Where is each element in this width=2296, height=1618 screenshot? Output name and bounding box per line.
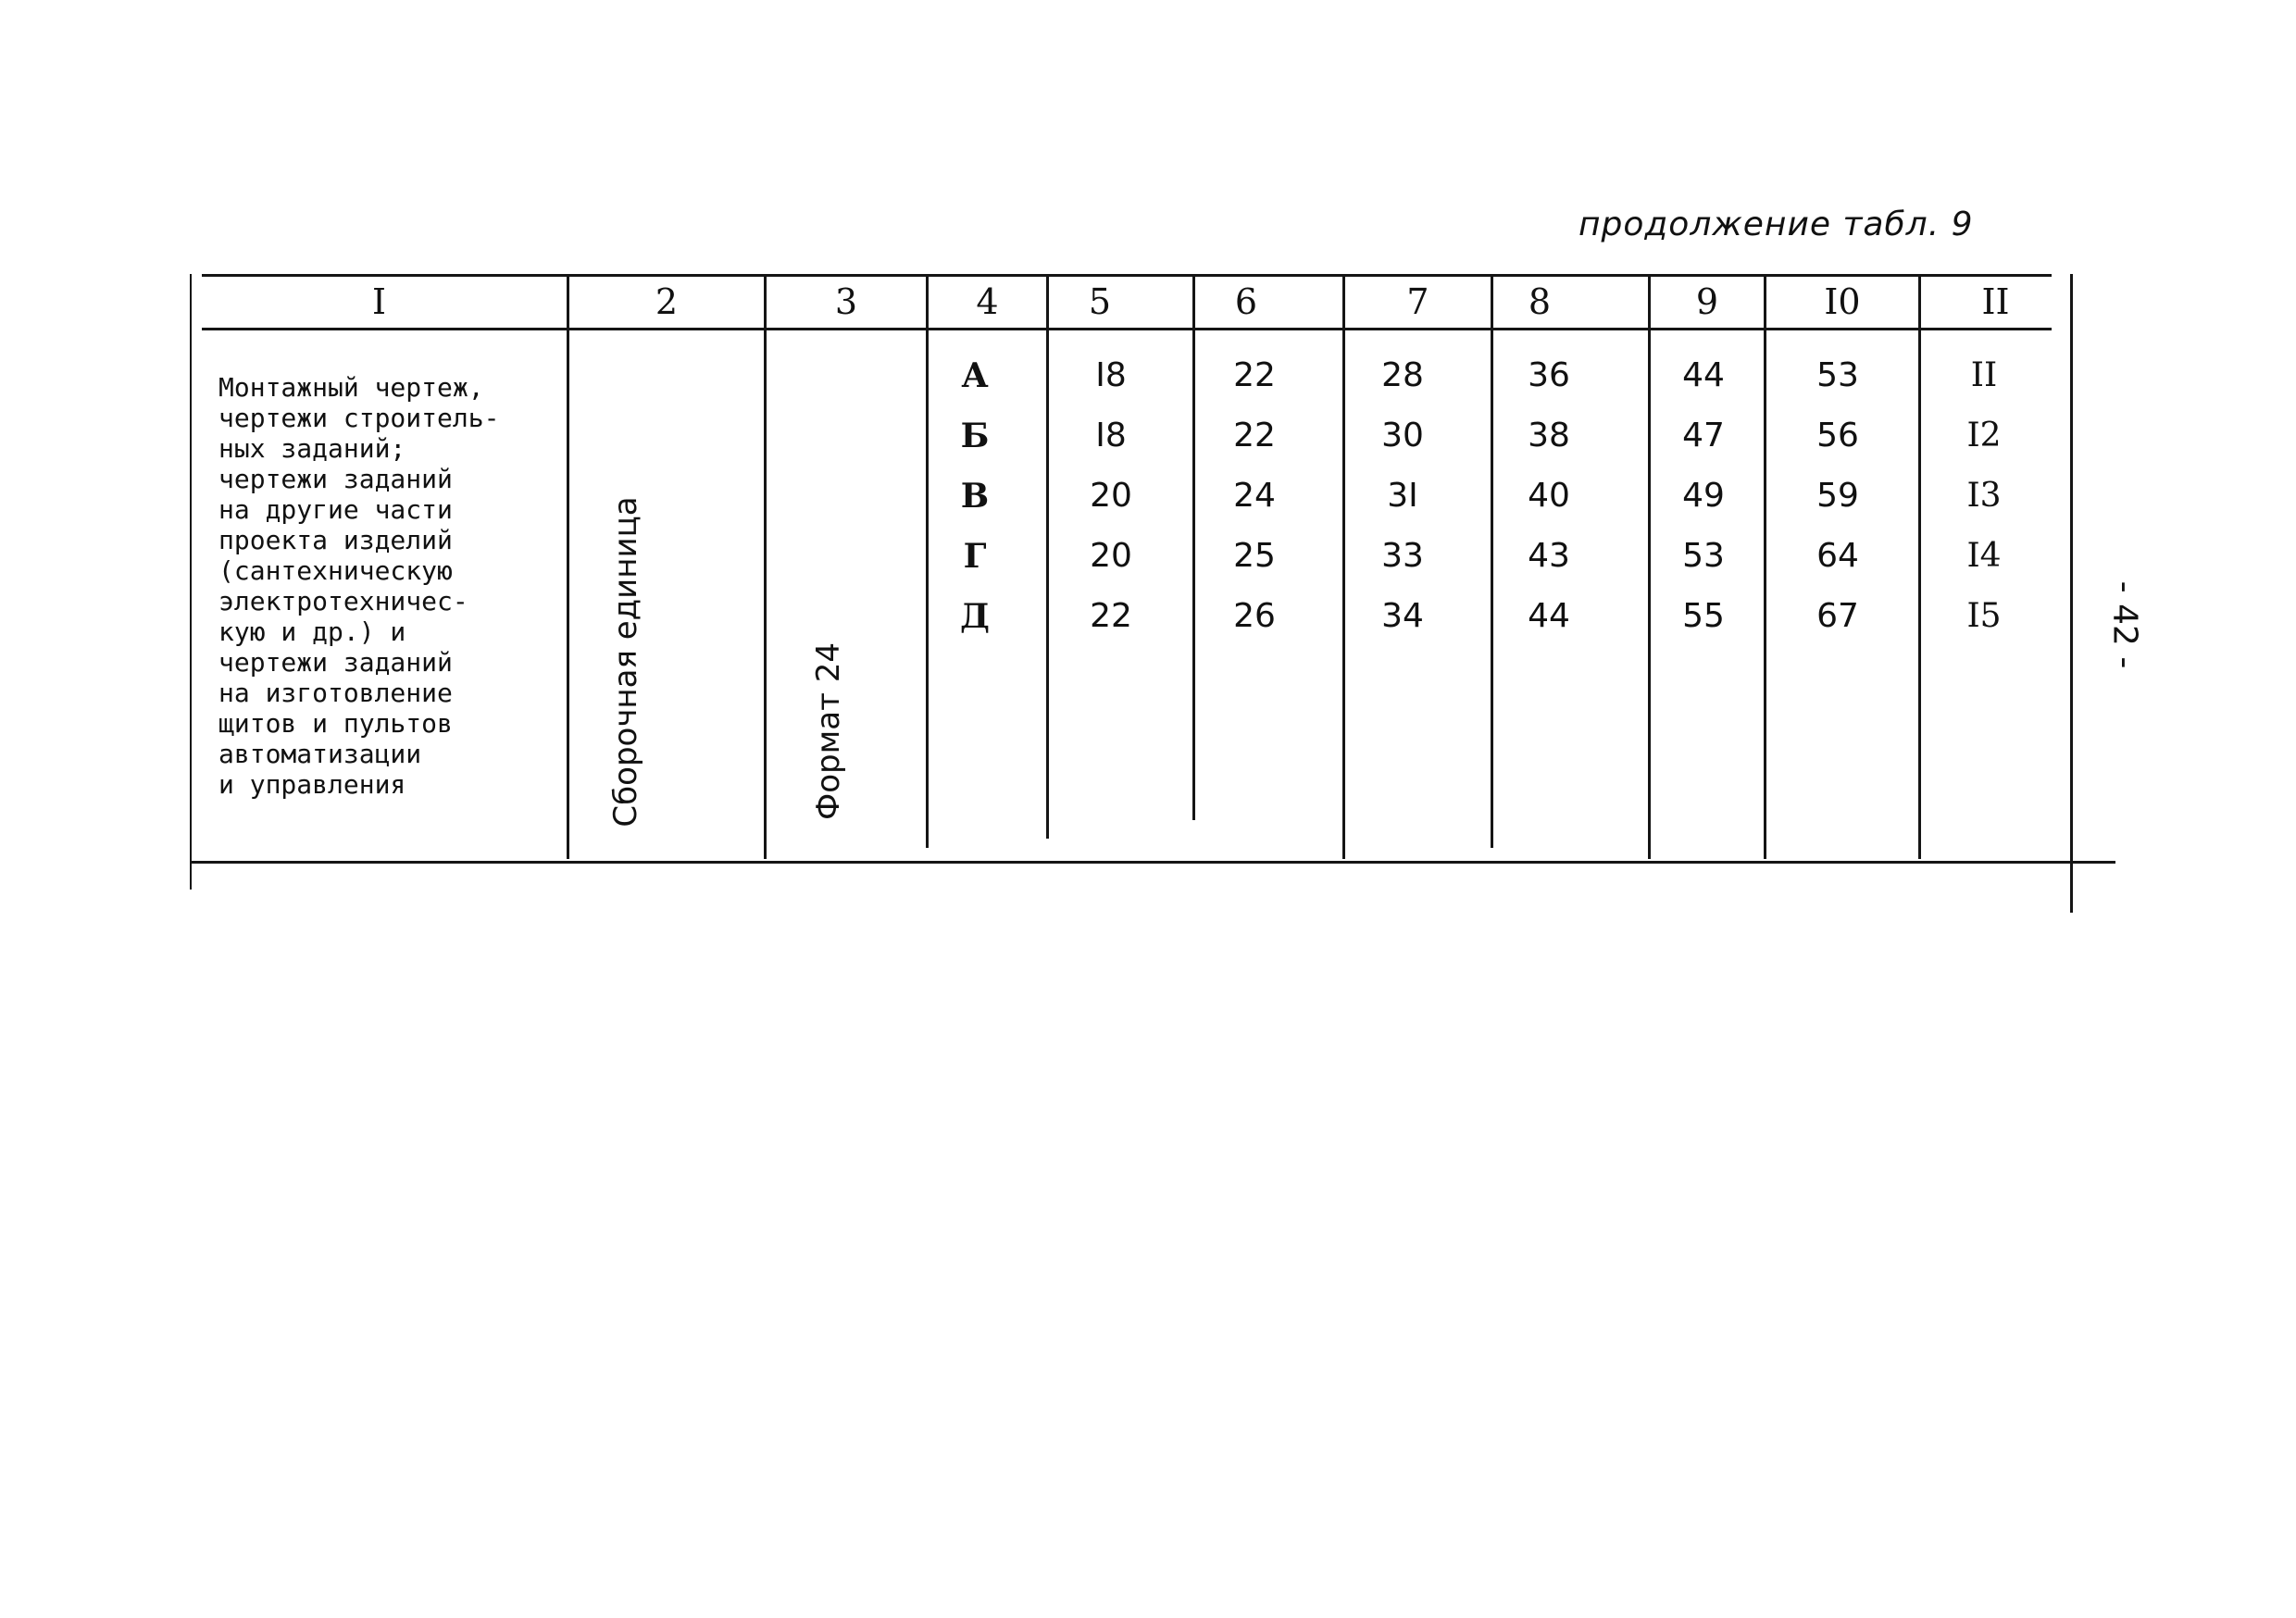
column-divider <box>1764 274 1766 859</box>
table-cell: 44 <box>1528 597 1570 635</box>
header-cell: I0 <box>1824 281 1861 322</box>
table-cell: 22 <box>1233 356 1276 394</box>
format-label: Формат 24 <box>810 641 847 821</box>
table-cell: 24 <box>1233 477 1276 515</box>
header-cell: 2 <box>655 281 679 322</box>
header-cell: 5 <box>1088 281 1112 322</box>
complexity-group-cell: Д <box>959 597 990 636</box>
table-cell: 25 <box>1233 537 1276 575</box>
table-bottom-rule <box>190 861 2115 864</box>
table-cell: 20 <box>1090 477 1132 515</box>
table-cell: 22 <box>1090 597 1132 635</box>
document-type-description: Монтажный чертеж, чертежи строитель- ных заданий; чертежи заданий на другие части проекта изделий (сантехническую электротехничес- кую и др.) и чертежи заданий на изготовление щитов и пультов автоматизации и управления <box>218 372 500 800</box>
table-cell: 64 <box>1816 537 1859 575</box>
table-cell: II <box>1970 356 1998 394</box>
complexity-group-cell: Б <box>960 417 990 455</box>
column-divider <box>1342 274 1345 859</box>
assembly-unit-label: Сборочная единица <box>607 496 644 828</box>
table-cell: I5 <box>1966 597 2002 635</box>
table-cell: 26 <box>1233 597 1276 635</box>
column-divider <box>1491 274 1493 848</box>
complexity-group-cell: А <box>961 356 989 395</box>
column-divider <box>567 274 569 859</box>
header-cell: 8 <box>1528 281 1552 322</box>
header-cell: 4 <box>976 281 999 322</box>
table-cell: I2 <box>1966 417 2002 454</box>
table-cell: 47 <box>1682 417 1725 454</box>
complexity-group-cell: В <box>960 477 990 516</box>
column-divider <box>1046 274 1049 839</box>
table-cell: 30 <box>1381 417 1424 454</box>
header-cell: 6 <box>1234 281 1258 322</box>
table-cell: 28 <box>1381 356 1424 394</box>
header-cell: I <box>371 281 386 322</box>
column-divider <box>1918 274 1921 859</box>
table-cell: 40 <box>1528 477 1570 515</box>
table-cell: 44 <box>1682 356 1725 394</box>
table-cell: 20 <box>1090 537 1132 575</box>
header-cell: II <box>1981 281 2010 322</box>
header-bottom-rule <box>202 328 2052 330</box>
table-cell: I3 <box>1966 477 2002 515</box>
table-caption: продолжение табл. 9 <box>1578 205 1974 243</box>
table-cell: 34 <box>1381 597 1424 635</box>
column-divider <box>764 274 767 859</box>
table-cell: 67 <box>1816 597 1859 635</box>
table-cell: 33 <box>1381 537 1424 575</box>
table-cell: 55 <box>1682 597 1725 635</box>
table-cell: I4 <box>1966 537 2002 575</box>
table-cell: 36 <box>1528 356 1570 394</box>
table-cell: 53 <box>1816 356 1859 394</box>
table-cell: 56 <box>1816 417 1859 454</box>
table-cell: 3I <box>1387 477 1418 515</box>
table-cell: 22 <box>1233 417 1276 454</box>
header-cell: 3 <box>834 281 858 322</box>
column-divider <box>1648 274 1651 859</box>
table-cell: 43 <box>1528 537 1570 575</box>
column-divider <box>1192 274 1195 820</box>
page-number: - 42 - <box>2105 580 2144 669</box>
table-cell: 38 <box>1528 417 1570 454</box>
table-cell: 59 <box>1816 477 1859 515</box>
column-divider <box>190 274 192 890</box>
table-cell: 49 <box>1682 477 1725 515</box>
table-cell: 53 <box>1682 537 1725 575</box>
header-cell: 7 <box>1406 281 1429 322</box>
table-cell: I8 <box>1095 356 1127 394</box>
header-cell: 9 <box>1695 281 1719 322</box>
table-top-rule <box>202 274 2052 277</box>
table-cell: I8 <box>1095 417 1127 454</box>
complexity-group-cell: Г <box>963 537 987 576</box>
column-divider <box>2070 274 2073 913</box>
